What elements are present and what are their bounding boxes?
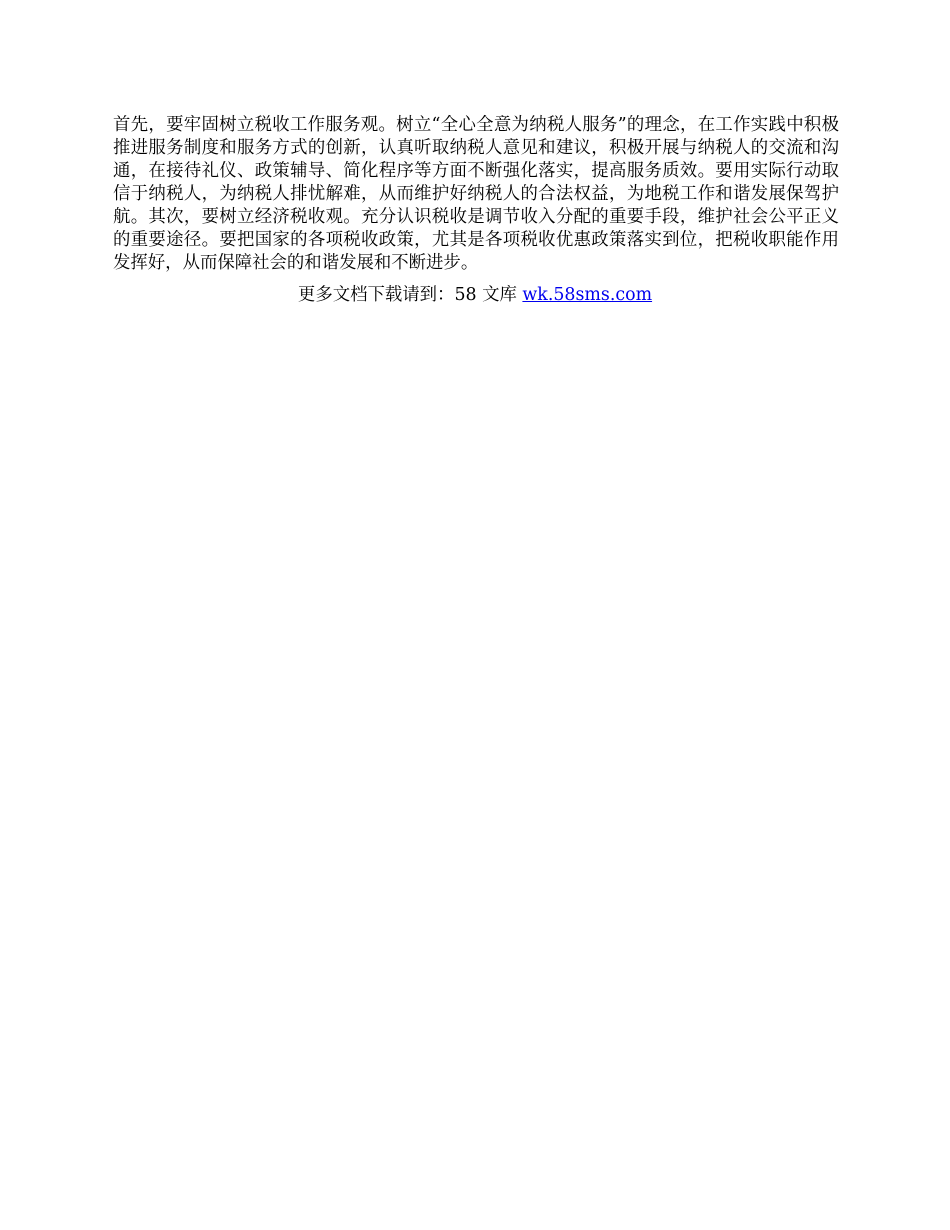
body-paragraph: 首先，要牢固树立税收工作服务观。树立“全心全意为纳税人服务”的理念，在工作实践中积极推进服务制度和服务方式的创新，认真听取纳税人意见和建议，积极开展与纳税人的交流和沟通，在接待礼仪、政策辅导、简化程序等方面不断强化落实，提高服务质效。要用实际行动取信于纳税人，为纳税人排忧解难，从而维护好纳税人的合法权益，为地税工作和谐发展保驾护航。其次，要树立经济税收观。充分认识税收是调节收入分配的重要手段，维护社会公平正义的重要途径。要把国家的各项税收政策，尤其是各项税收优惠政策落实到位，把税收职能作用发挥好，从而保障社会的和谐发展和不断进步。: [113, 115, 839, 273]
footer-download-line: [0, 284, 950, 307]
footer-link[interactable]: wk.58sms.com: [522, 285, 653, 305]
footer-prefix-text: 更多文档下载请到：58 文库: [297, 285, 523, 305]
